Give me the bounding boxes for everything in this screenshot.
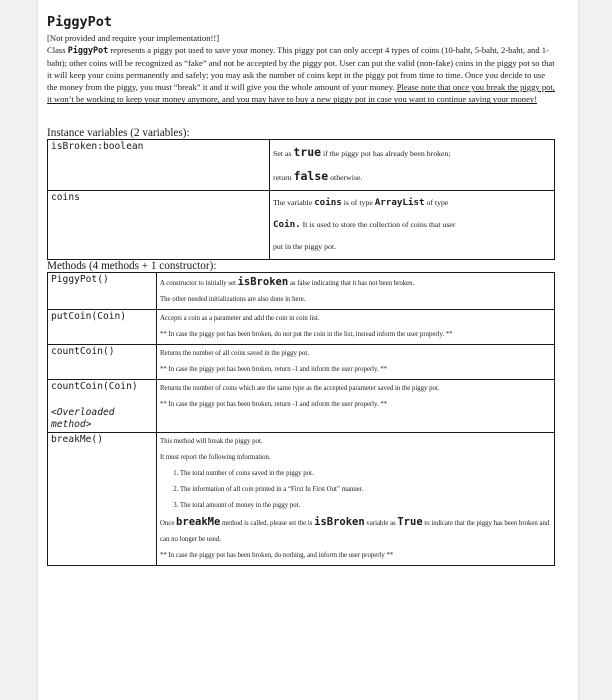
- table-row: [48, 344, 555, 379]
- variable-name: isBroken:boolean: [48, 139, 270, 190]
- instance-variables-heading: Instance variables (2 variables):: [47, 126, 190, 139]
- intro-note: [Not provided and require your implementation!!]: [47, 33, 220, 43]
- method-description: Accepts a coin as a parameter and add the coin in coin list. ** In case the piggy pot has been broken, do not put the coin in the list, instead inform the user properly. **: [157, 309, 555, 344]
- page-title: PiggyPot: [47, 14, 113, 30]
- method-description: This method will break the piggy pot. It must report the following information. 1. The total number of coins saved in the piggy pot. 2. The information of all coin printed in a “First In First Out” manner. 3. The total amount of money in the piggy pot. Once breakMe method is called, please set the is isBroken variable as True to indicate that the piggy has been broken and can no longer be used. ** In case the piggy pot has been broken, do nothing, and inform the user properly **: [157, 432, 555, 565]
- list-item: 2. The information of all coin printed in a “First In First Out” manner.: [180, 482, 551, 498]
- method-name: countCoin(Coin) <Overloaded method>: [48, 379, 157, 432]
- document-content: [47, 14, 555, 566]
- variable-description: The variable coins is of type ArrayList of type Coin. It is used to store the collection of coins that user put in the piggy pot.: [270, 190, 555, 259]
- methods-heading: Methods (4 methods + 1 constructor):: [47, 259, 217, 272]
- method-name: putCoin(Coin): [48, 309, 157, 344]
- report-list: [160, 466, 551, 514]
- method-description: A constructor to initially set isBroken as false indicating that it has not been broken. The other needed initializations are also done in here.: [157, 272, 555, 309]
- method-name: breakMe(): [48, 432, 157, 565]
- variable-name: coins: [48, 190, 270, 259]
- class-name: PiggyPot: [67, 45, 109, 56]
- method-name: PiggyPot(): [48, 272, 157, 309]
- table-row: [48, 190, 555, 259]
- list-item: 1. The total number of coins saved in the piggy pot.: [180, 466, 551, 482]
- instance-variables-table: [47, 139, 555, 260]
- method-description: Returns the number of all coins saved in the piggy pot. ** In case the piggy pot has been broken, return -1 and inform the user properly. **: [157, 344, 555, 379]
- table-row: [48, 139, 555, 190]
- method-description: Returns the number of coins which are the same type as the accepted parameter saved in the piggy pot. ** In case the piggy pot has been broken, return -1 and inform the user properly. **: [157, 379, 555, 432]
- methods-table: [47, 272, 555, 566]
- list-item: 3. The total amount of money in the piggy pot.: [180, 498, 551, 514]
- variable-description: Set as true if the piggy pot has already been broken; return false otherwise.: [270, 139, 555, 190]
- warning-text: Please note that once you break the piggy pot, it won’t be working to keep your money anymore, and you may have to buy a new piggy pot in case you want to continue saving your money!: [47, 82, 555, 105]
- table-row: [48, 379, 555, 432]
- table-row: [48, 272, 555, 309]
- overloaded-note: <Overloaded method>: [51, 406, 115, 430]
- table-row: [48, 432, 555, 565]
- method-name: countCoin(): [48, 344, 157, 379]
- table-row: [48, 309, 555, 344]
- intro-paragraph: Class PiggyPot represents a piggy pot used to save your money. This piggy pot can only accept 4 types of coins (10-baht, 5-baht, 2-baht, and 1-baht); other coins will be recognized as “fake” and not be accepted by the piggy pot. User can put the valid (non-fake) coins in the piggy pot so that it will keep your coins permanently and safely; you may ask the number of coins kept in the piggy pot from time to time. Once you decide to use the money from the piggy, you must “break” it and it will give you the whole amount of your money. Please note that once you break the piggy pot, it won’t be working to keep your money anymore, and you may have to buy a new piggy pot in case you want to continue saving your money!: [47, 45, 555, 105]
